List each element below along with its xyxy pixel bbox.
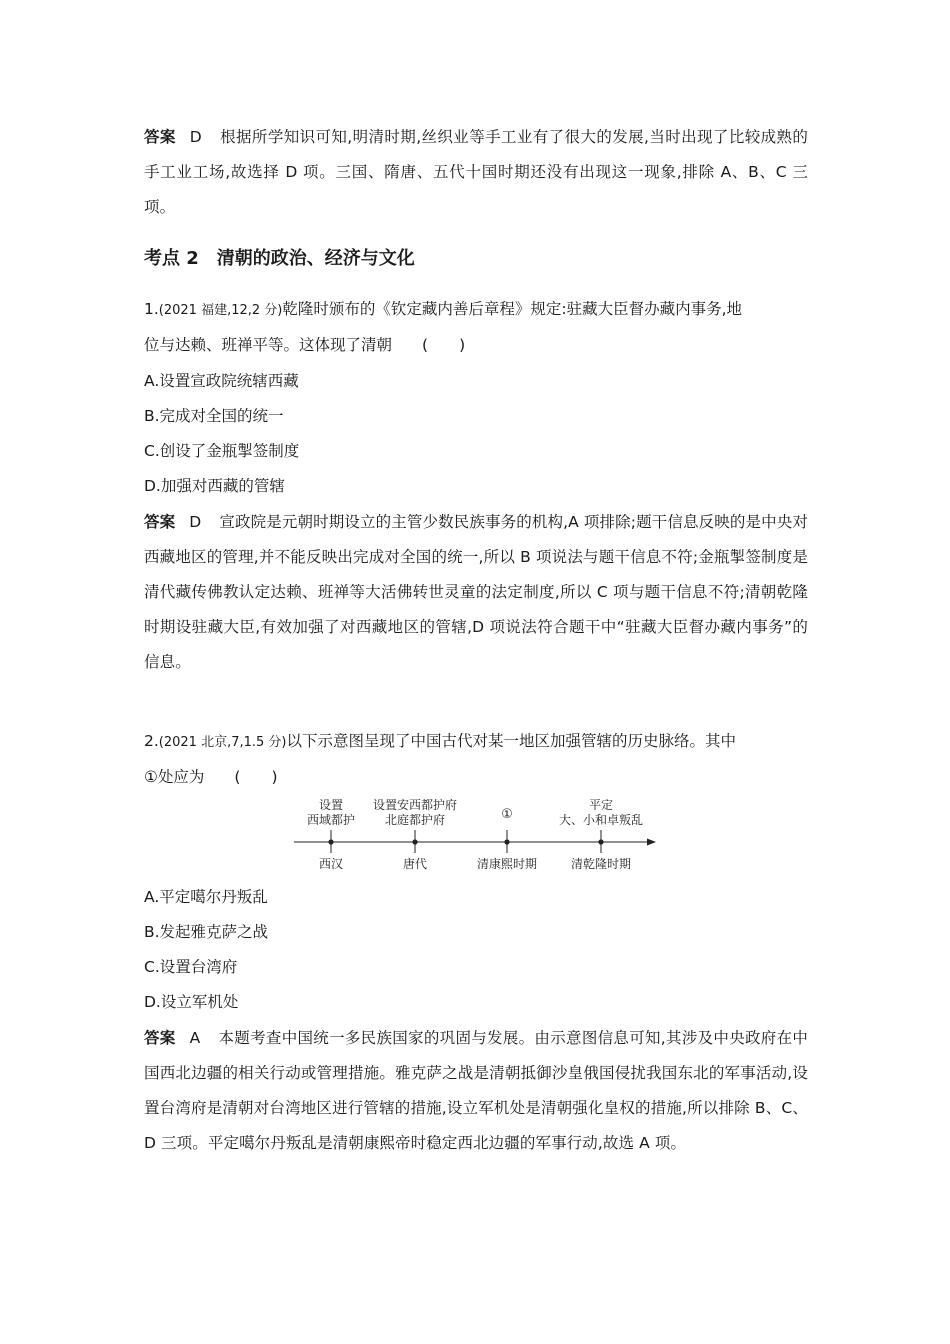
q2-option-c: C.设置台湾府 [144,958,238,976]
q2-answer-block [144,1021,808,1161]
answer-letter: D [189,513,202,531]
answer-letter: D [189,128,202,146]
q1-option-d: D.加强对西藏的管辖 [144,477,285,495]
q2-stem-text2: ①处应为 [144,768,205,786]
q1-answer-bracket: ( ) [422,336,466,354]
answer-text: 宣政院是元朝时期设立的主管少数民族事务的机构,A 项排除;题干信息反映的是中央对西藏地区的管理,并不能反映出完成对全国的统一,所以 B 项说法与题干信息不符;金瓶掣签制度是清代藏传佛教认定达赖、班禅等大活佛转世灵童的法定制度,所以 C 项与题干信息不符;清朝乾隆时期设驻藏大臣,有效加强了对西藏地区的管辖,D 项说法符合题干中“驻藏大臣督办藏内事务”的信息。 [144,513,809,671]
period-label: 清康熙时期 [476,857,538,871]
q2-stem-line2 [144,760,278,795]
section-title: 清朝的政治、经济与文化 [216,248,415,269]
q1-option-a: A.设置宣政院统辖西藏 [144,372,299,390]
event-label-top: 设置安西都护府 [372,798,458,812]
q2-option-d: D.设立军机处 [144,993,239,1011]
period-label: 唐代 [402,857,428,871]
timeline-arrowhead [647,839,656,846]
history-timeline-diagram [290,796,660,876]
q1-stem-text2: 位与达赖、班禅平等。这体现了清朝 [144,336,393,354]
answer-label: 答案 [144,128,176,146]
q2-option-b: B.发起雅克萨之战 [144,923,269,941]
q1-stem-line1 [144,292,742,328]
event-label-unknown: ① [501,807,513,822]
q1-option-b: B.完成对全国的统一 [144,407,284,425]
section-number: 考点 2 [144,248,199,269]
event-label-bottom: 北庭都护府 [384,813,446,827]
q1-stem-text1: 乾隆时颁布的《钦定藏内善后章程》规定:驻藏大臣督办藏内事务,地 [282,300,743,318]
event-label-bottom: 西域都护 [306,813,356,827]
q2-number: 2. [144,732,159,750]
period-label: 西汉 [318,857,344,871]
section-heading [144,244,415,274]
q2-stem-text1: 以下示意图呈现了中国古代对某一地区加强管辖的历史脉络。其中 [286,732,737,750]
q1-stem-line2 [144,328,465,363]
q2-option-a: A.平定噶尔丹叛乱 [144,888,268,906]
answer-text: 本题考查中国统一多民族国家的巩固与发展。由示意图信息可知,其涉及中央政府在中国西北边疆的相关行动或管理措施。雅克萨之战是清朝抵御沙皇俄国侵扰我国东北的军事活动,设置台湾府是清朝对台湾地区进行管辖的措施,设立军机处是清朝强化皇权的措施,所以排除 B、C、D 三项。平定噶尔丹叛乱是清朝康熙帝时稳定西北边疆的军事行动,故选 A 项。 [144,1029,808,1152]
q1-number: 1. [144,300,159,318]
answer-block-prev [144,120,808,225]
answer-label: 答案 [144,513,176,531]
q2-stem-line1 [144,724,736,760]
q1-answer-block [144,505,808,680]
answer-label: 答案 [144,1029,176,1047]
answer-letter: A [189,1029,201,1047]
q2-source: (2021 北京,7,1.5 分) [158,735,287,750]
q2-answer-bracket: ( ) [234,768,278,786]
answer-text: 根据所学知识可知,明清时期,丝织业等手工业有了很大的发展,当时出现了比较成熟的手工业工场,故选择 D 项。三国、隋唐、五代十国时期还没有出现这一现象,排除 A、B、C 三项。 [144,128,809,216]
q1-source: (2021 福建,12,2 分) [158,303,283,318]
event-label-top: 平定 [588,798,614,812]
period-label: 清乾隆时期 [570,857,632,871]
q1-option-c: C.创设了金瓶掣签制度 [144,442,300,460]
event-label-top: 设置 [318,798,344,812]
event-label-bottom: 大、小和卓叛乱 [558,813,644,827]
